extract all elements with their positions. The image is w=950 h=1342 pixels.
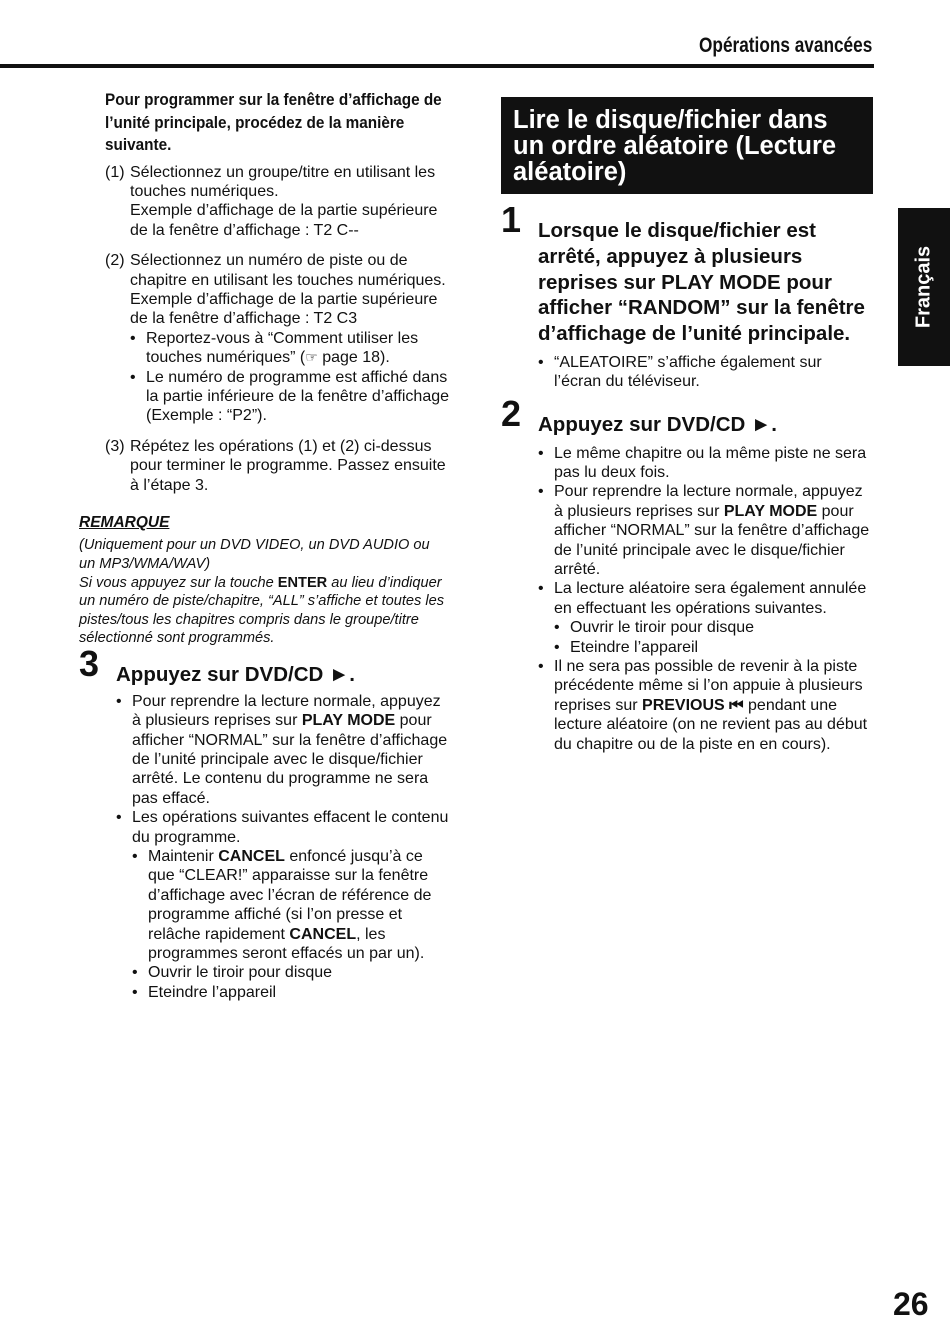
program-step-2 — [79, 251, 449, 426]
step-title: Lorsque le disque/fichier est arrêté, appuyez à plusieurs reprises sur PLAY MODE pour afficher “RANDOM” sur la fenêtre d’affichage de l’unité principale. — [538, 219, 865, 346]
sub-bullet-item: • Eteindre l’appareil — [554, 638, 873, 657]
section-title: Opérations avancées — [698, 34, 872, 57]
item-text: Répétez les opérations (1) et (2) ci-dessus pour terminer le programme. Passez ensuite à l’étape 3. — [130, 437, 446, 494]
page-header — [0, 34, 872, 58]
item-text: Sélectionnez un numéro de piste ou de chapitre en utilisant les touches numériques. — [130, 252, 446, 289]
right-column — [501, 97, 873, 754]
step-title: Appuyez sur DVD/CD ►. — [116, 662, 355, 686]
left-column — [79, 89, 449, 1002]
bullet-item: • Les opérations suivantes effacent le contenu du programme. — [116, 808, 449, 847]
step-1 — [501, 199, 873, 392]
step-number: 2 — [501, 392, 522, 434]
header-rule — [0, 64, 874, 68]
step-2 — [501, 392, 873, 754]
step-number: 3 — [79, 642, 100, 684]
bullet-item: • La lecture aléatoire sera également annulée en effectuant les opérations suivantes. — [538, 579, 873, 618]
bullet-item: • Il ne sera pas possible de revenir à la piste précédente même si l’on appuie à plusieurs reprises sur PREVIOUS ⏮ pendant une lecture aléatoire (on ne revient pas au début du chapitre ou de la piste en en cours). — [538, 657, 873, 754]
item-note: Exemple d’affichage de la partie supérieure de la fenêtre d’affichage : T2 C3 — [130, 290, 438, 328]
bullet-item: • Pour reprendre la lecture normale, appuyez à plusieurs reprises sur PLAY MODE pour afficher “NORMAL” sur la fenêtre d’affichage de l’unité principale avec le disque/fichier arrêté. Le contenu du programme ne sera pas effacé. — [116, 692, 449, 808]
page-number: 26 — [893, 1286, 929, 1322]
step-3 — [79, 642, 449, 1002]
language-label: Français — [912, 245, 935, 329]
bullet-item: • Pour reprendre la lecture normale, appuyez à plusieurs reprises sur PLAY MODE pour afficher “NORMAL” sur la fenêtre d’affichage de l’unité principale avec le disque/fichier arrêté. — [538, 482, 873, 579]
sub-bullet-item: • Eteindre l’appareil — [132, 983, 449, 1002]
program-intro: Pour programmer sur la fenêtre d’affichage de l’unité principale, procédez de la manière suivante. — [105, 90, 442, 154]
sub-bullet-item: • Ouvrir le tiroir pour disque — [132, 963, 449, 982]
item-number: (2) — [105, 252, 125, 270]
pointing-hand-icon: ☞ — [305, 349, 318, 366]
remark-heading: REMARQUE — [79, 514, 170, 531]
item-text: Sélectionnez un groupe/titre en utilisant les touches numériques. — [130, 163, 436, 200]
item-note: Exemple d’affichage de la partie supérieure de la fenêtre d’affichage : T2 C-- — [130, 202, 438, 239]
bullet-item: • “ALEATOIRE” s’affiche également sur l’écran du téléviseur. — [538, 353, 873, 392]
sub-bullet-item: • Maintenir CANCEL enfoncé jusqu’à ce que “CLEAR!” apparaisse sur la fenêtre d’affichage avec l’écran de référence de programme affiché (si l’on presse et relâche rapidement CANCEL, les programmes seront effacés un par un). — [132, 847, 449, 963]
bullet-item: • Le même chapitre ou la même piste ne sera pas lu deux fois. — [538, 444, 873, 483]
bullet-item: • Le numéro de programme est affiché dans la partie inférieure de la fenêtre d’affichage (Exemple : “P2”). — [130, 368, 449, 426]
sub-bullet-item: • Ouvrir le tiroir pour disque — [554, 618, 873, 637]
step-title: Appuyez sur DVD/CD ►. — [538, 412, 777, 436]
item-number: (3) — [105, 437, 125, 455]
language-tab — [898, 208, 950, 366]
step-number: 1 — [501, 199, 522, 240]
item-number: (1) — [105, 163, 125, 181]
bullet-item: • Reportez-vous à “Comment utiliser les touches numériques” (☞ page 18). — [130, 329, 449, 368]
section-banner: Lire le disque/fichier dans un ordre aléatoire (Lecture aléatoire) — [501, 97, 873, 194]
program-step-3 — [79, 437, 449, 495]
program-step-1 — [79, 163, 449, 241]
remark-text: (Uniquement pour un DVD VIDEO, un DVD AUDIO ou un MP3/WMA/WAV) Si vous appuyez sur la touche ENTER au lieu d’indiquer un numéro de piste/chapitre, “ALL” s’affiche et toutes les pistes/tous les chapitres compris dans le groupe/titre sélectionné sont programmés. — [79, 537, 445, 647]
